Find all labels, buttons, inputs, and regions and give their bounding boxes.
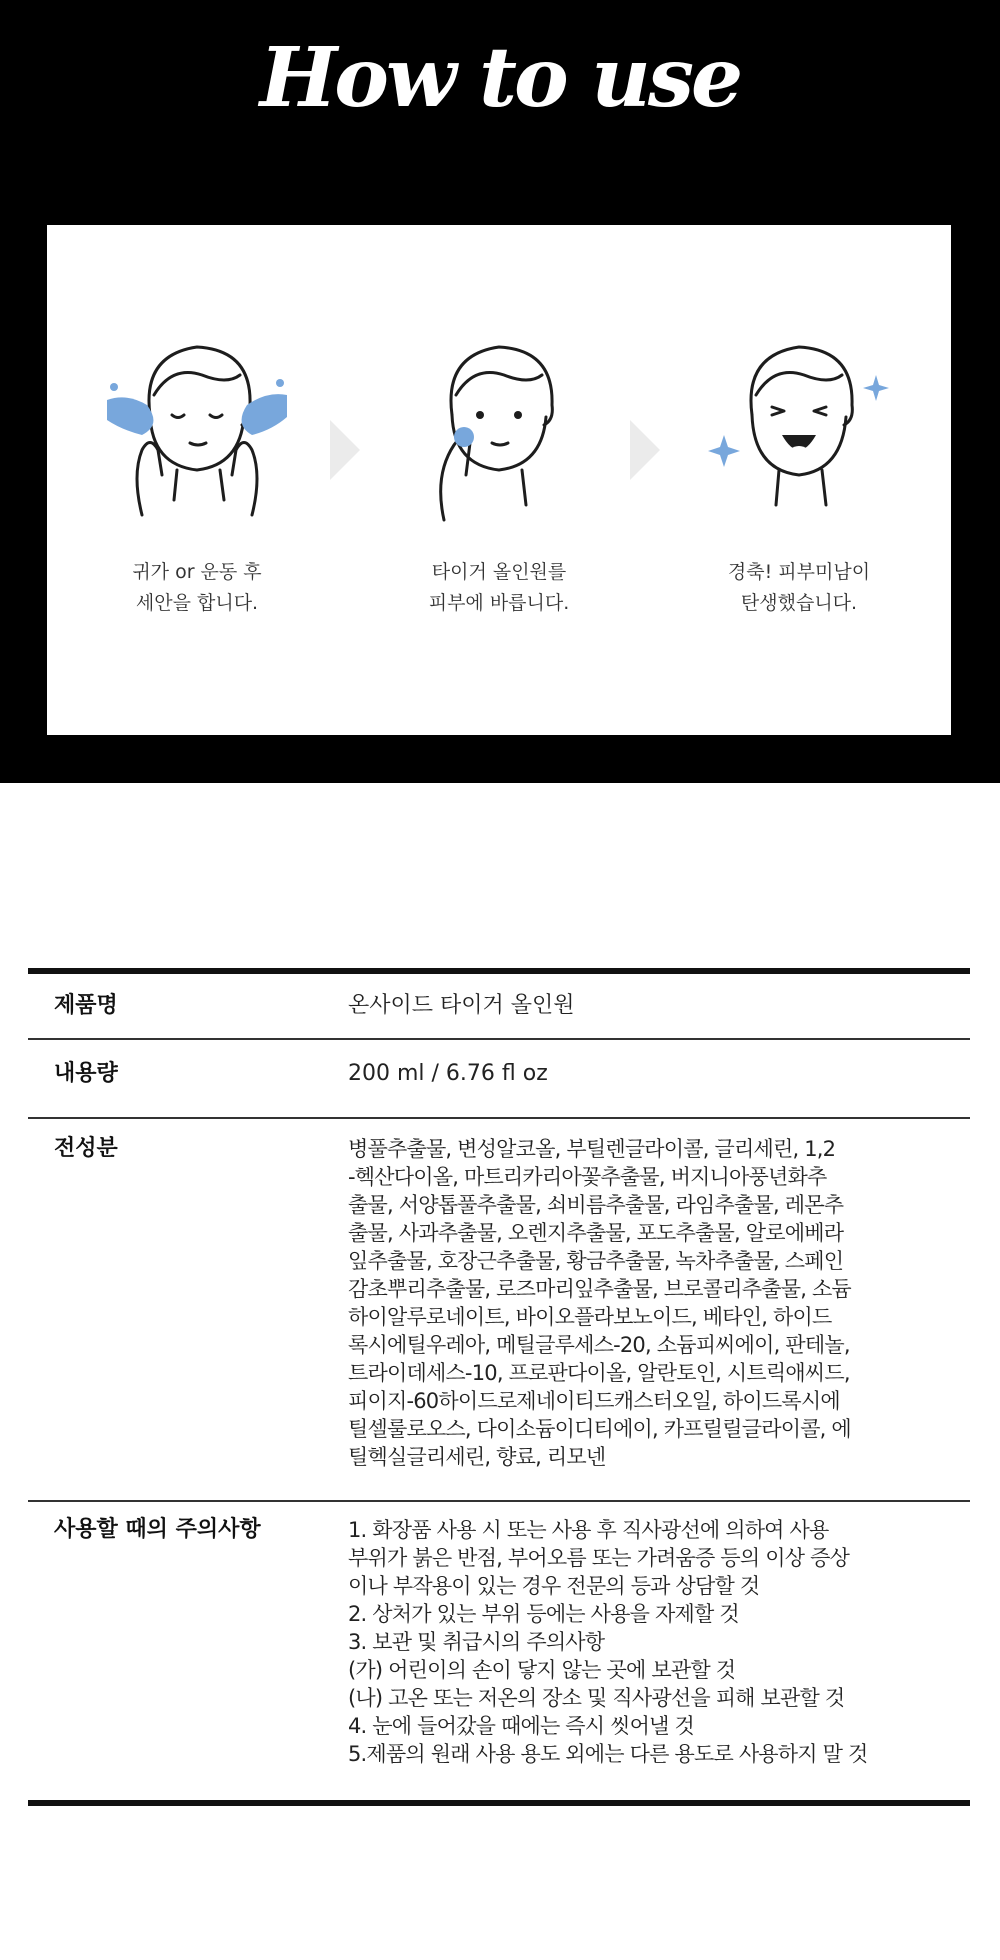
ingredients-line: 병풀추출물, 변성알코올, 부틸렌글라이콜, 글리세린, 1,2 [348,1137,836,1161]
precaution-line: 5.제품의 원래 사용 용도 외에는 다른 용도로 사용하지 말 것 [348,1742,868,1766]
step-caption: 타이거 올인원를 피부에 바릅니다. [428,561,570,614]
spec-label: 제품명 [54,993,118,1018]
spec-label: 내용량 [54,1061,118,1086]
ingredients-list [348,1135,970,1500]
spec-row-product-name [28,974,970,1038]
spec-row-ingredients [28,1119,970,1500]
step-result [699,325,899,619]
ingredients-line: 록시에틸우레아, 메틸글루세스-20, 소듐피씨에이, 판테놀, [348,1333,850,1357]
ingredients-line: 출물, 서양톱풀추출물, 쇠비름추출물, 라임추출물, 레몬추 [348,1193,844,1217]
step-caption: 귀가 or 운동 후 세안을 합니다. [132,561,262,614]
ingredients-line: -헥산다이올, 마트리카리아꽃추출물, 버지니아풍년화추 [348,1165,827,1189]
spec-value: 200 ml / 6.76 fl oz [348,1061,548,1086]
precaution-line: (가) 어린이의 손이 닿지 않는 곳에 보관할 것 [348,1658,736,1682]
ingredients-line: 감초뿌리추출물, 로즈마리잎추출물, 브로콜리추출물, 소듐 [348,1277,851,1301]
precaution-line: 4. 눈에 들어갔을 때에는 즉시 씻어낼 것 [348,1714,694,1738]
spec-row-precautions [28,1502,970,1800]
page-title: How to use [259,30,741,126]
precaution-line: (나) 고온 또는 저온의 장소 및 직사광선을 피해 보관할 것 [348,1686,845,1710]
spec-label: 전성분 [54,1136,118,1161]
ingredients-line: 출물, 사과추출물, 오렌지추출물, 포도추출물, 알로에베라 [348,1221,844,1245]
step-wash-face [97,325,297,619]
precaution-line: 부위가 붉은 반점, 부어오름 또는 가려움증 등의 이상 증상 [348,1546,850,1570]
precaution-line: 이나 부작용이 있는 경우 전문의 등과 상담할 것 [348,1574,760,1598]
arrow-right-icon [330,420,360,480]
spec-value: 온사이드 타이거 올인원 [348,993,575,1018]
wash-face-illustration-icon [102,325,292,535]
ingredients-line: 잎추출물, 호장근추출물, 황금추출물, 녹차추출물, 스페인 [348,1249,844,1273]
step-caption: 경축! 피부미남이 탄생했습니다. [727,561,871,614]
step-apply-product [399,325,599,619]
precaution-line: 2. 상처가 있는 부위 등에는 사용을 자제할 것 [348,1602,739,1626]
precautions-list [348,1516,970,1800]
precaution-line: 1. 화장품 사용 시 또는 사용 후 직사광선에 의하여 사용 [348,1518,829,1542]
precaution-line: 3. 보관 및 취급시의 주의사항 [348,1630,605,1654]
product-spec-table [28,968,970,1806]
ingredients-line: 트라이데세스-10, 프로판다이올, 알란토인, 시트릭애씨드, [348,1361,850,1385]
happy-face-illustration-icon [704,325,894,535]
how-to-use-section [0,0,1000,783]
ingredients-line: 틸헥실글리세린, 향료, 리모넨 [348,1445,606,1469]
ingredients-line: 틸셀룰로오스, 다이소듐이디티에이, 카프릴릴글라이콜, 에 [348,1417,851,1441]
spec-label: 사용할 때의 주의사항 [54,1517,261,1542]
spec-row-volume [28,1040,970,1117]
ingredients-line: 피이지-60하이드로제네이티드캐스터오일, 하이드록시에 [348,1389,840,1413]
table-bottom-rule [28,1800,970,1806]
steps-card [47,225,951,735]
ingredients-line: 하이알루로네이트, 바이오플라보노이드, 베타인, 하이드 [348,1305,832,1329]
arrow-right-icon [630,420,660,480]
apply-product-illustration-icon [404,325,594,535]
